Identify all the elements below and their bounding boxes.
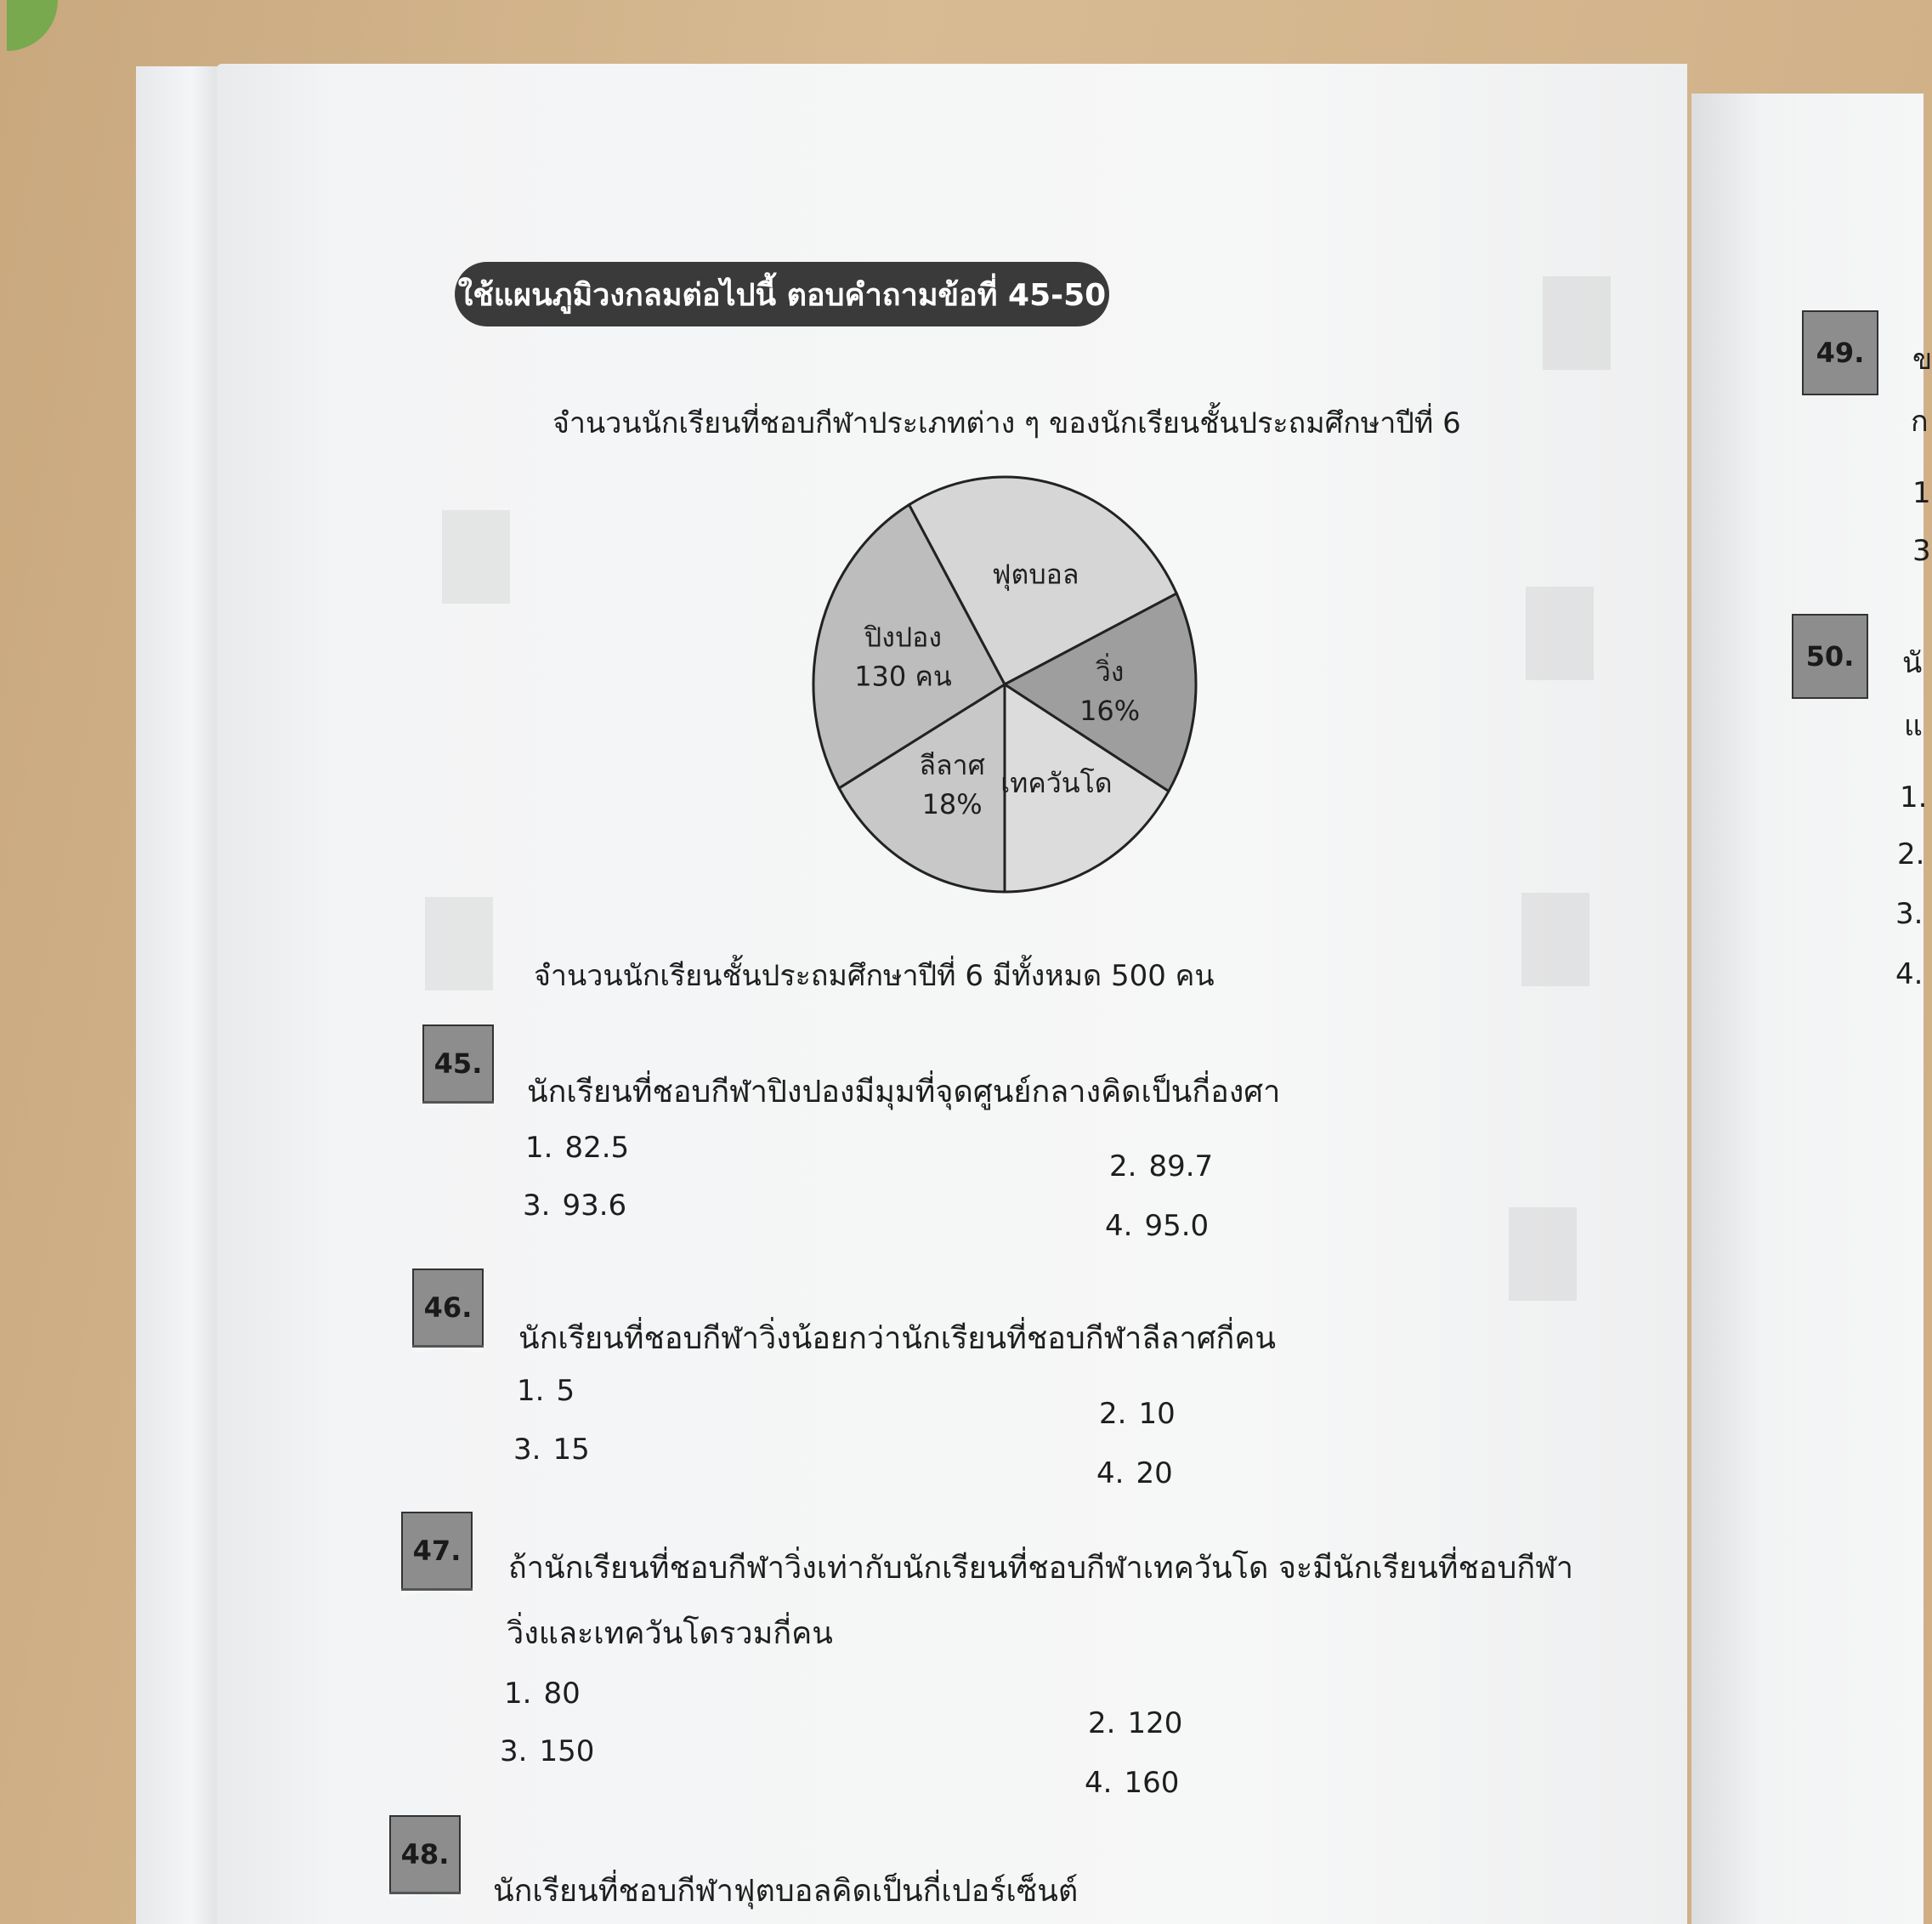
bleed-through-box — [1526, 587, 1594, 680]
question-47-text-line2: วิ่งและเทควันโดรวมกี่คน — [507, 1616, 833, 1651]
question-number-48: 48. — [389, 1815, 461, 1893]
bleed-through-box — [1543, 276, 1611, 370]
pie-label-1: วิ่ง — [1095, 655, 1125, 688]
chart-title: จำนวนนักเรียนที่ชอบกีฬาประเภทต่าง ๆ ของนักเรียนชั้นประถมศึกษาปีที่ 6 — [552, 406, 1461, 440]
option-value: 95.0 — [1144, 1209, 1210, 1243]
side-fragment: แ — [1904, 709, 1923, 743]
option-value: 89.7 — [1148, 1149, 1214, 1183]
option-value: 5 — [556, 1374, 575, 1408]
side-fragment: 1 — [1912, 476, 1931, 510]
q46-option-2[interactable] — [1099, 1397, 1176, 1431]
bleed-through-box — [1509, 1207, 1577, 1301]
pie-value-3: 18% — [921, 788, 983, 821]
option-value: 150 — [539, 1734, 595, 1768]
option-number: 2. — [1088, 1706, 1116, 1740]
question-46-text: นักเรียนที่ชอบกีฬาวิ่งน้อยกว่านักเรียนที่ชอบกีฬาลีลาศกี่คน — [518, 1321, 1277, 1356]
side-option-4[interactable]: 4. — [1895, 957, 1924, 991]
question-48-text: นักเรียนที่ชอบกีฬาฟุตบอลคิดเป็นกี่เปอร์เซ็นต์ — [493, 1874, 1079, 1909]
side-fragment: ข — [1912, 343, 1932, 377]
option-value: 20 — [1136, 1456, 1173, 1490]
leaf-decoration — [7, 0, 58, 51]
option-value: 160 — [1124, 1766, 1180, 1800]
side-option-1[interactable]: 1. — [1900, 780, 1928, 814]
bleed-through-box — [1521, 893, 1589, 986]
q47-option-3[interactable] — [500, 1734, 594, 1768]
q46-option-3[interactable] — [513, 1433, 590, 1467]
q47-option-2[interactable] — [1088, 1706, 1182, 1740]
q47-option-4[interactable] — [1085, 1766, 1179, 1800]
option-value: 93.6 — [562, 1189, 627, 1223]
option-number: 2. — [1099, 1397, 1127, 1431]
option-number: 4. — [1105, 1209, 1133, 1243]
side-option-3[interactable]: 3. — [1895, 897, 1924, 931]
question-number-50: 50. — [1792, 614, 1868, 699]
option-number: 1. — [517, 1374, 545, 1408]
q45-option-2[interactable] — [1109, 1149, 1213, 1183]
question-number-47: 47. — [401, 1512, 473, 1590]
option-number: 3. — [500, 1734, 528, 1768]
q46-option-1[interactable] — [517, 1374, 575, 1408]
pie-label-2: เทควันโด — [1000, 766, 1113, 799]
q47-option-1[interactable] — [504, 1677, 581, 1711]
option-number: 3. — [513, 1433, 541, 1467]
option-value: 120 — [1127, 1706, 1183, 1740]
option-number: 4. — [1096, 1456, 1125, 1490]
pie-value-1: 16% — [1079, 694, 1141, 727]
option-number: 2. — [1109, 1149, 1137, 1183]
option-number: 4. — [1085, 1766, 1113, 1800]
pie-label-0: ฟุตบอล — [991, 558, 1079, 591]
option-value: 15 — [552, 1433, 590, 1467]
bleed-through-box — [425, 897, 493, 990]
q45-option-4[interactable] — [1105, 1209, 1209, 1243]
option-number: 3. — [523, 1189, 551, 1223]
option-value: 80 — [543, 1677, 581, 1711]
pie-chart — [807, 472, 1207, 897]
section-banner: ใช้แผนภูมิวงกลมต่อไปนี้ ตอบคำถามข้อที่ 45-50 — [455, 262, 1109, 326]
side-fragment: นั — [1902, 646, 1923, 680]
option-value: 82.5 — [564, 1131, 630, 1165]
option-value: 10 — [1138, 1397, 1176, 1431]
question-number-49: 49. — [1802, 310, 1878, 395]
pie-label-3: ลีลาศ — [919, 749, 985, 782]
q45-option-3[interactable] — [523, 1189, 626, 1223]
question-45-text: นักเรียนที่ชอบกีฬาปิงปองมีมุมที่จุดศูนย์กลางคิดเป็นกี่องศา — [527, 1075, 1281, 1110]
chart-total-note: จำนวนนักเรียนชั้นประถมศึกษาปีที่ 6 มีทั้งหมด 500 คน — [534, 959, 1215, 993]
q46-option-4[interactable] — [1096, 1456, 1173, 1490]
pie-label-4: ปิงปอง — [864, 621, 943, 654]
bleed-through-box — [442, 510, 510, 604]
question-number-46: 46. — [412, 1268, 484, 1347]
book-spine-edge — [136, 66, 229, 1924]
side-option-2[interactable]: 2. — [1897, 837, 1925, 871]
option-number: 1. — [525, 1131, 553, 1165]
side-fragment: 3 — [1912, 534, 1931, 568]
question-47-text: ถ้านักเรียนที่ชอบกีฬาวิ่งเท่ากับนักเรียนที่ชอบกีฬาเทควันโด จะมีนักเรียนที่ชอบกีฬา — [508, 1551, 1573, 1586]
question-number-45: 45. — [422, 1024, 494, 1103]
pie-value-4: 130 คน — [854, 660, 952, 693]
q45-option-1[interactable] — [525, 1131, 629, 1165]
option-number: 1. — [504, 1677, 532, 1711]
side-fragment: ก — [1911, 405, 1929, 439]
